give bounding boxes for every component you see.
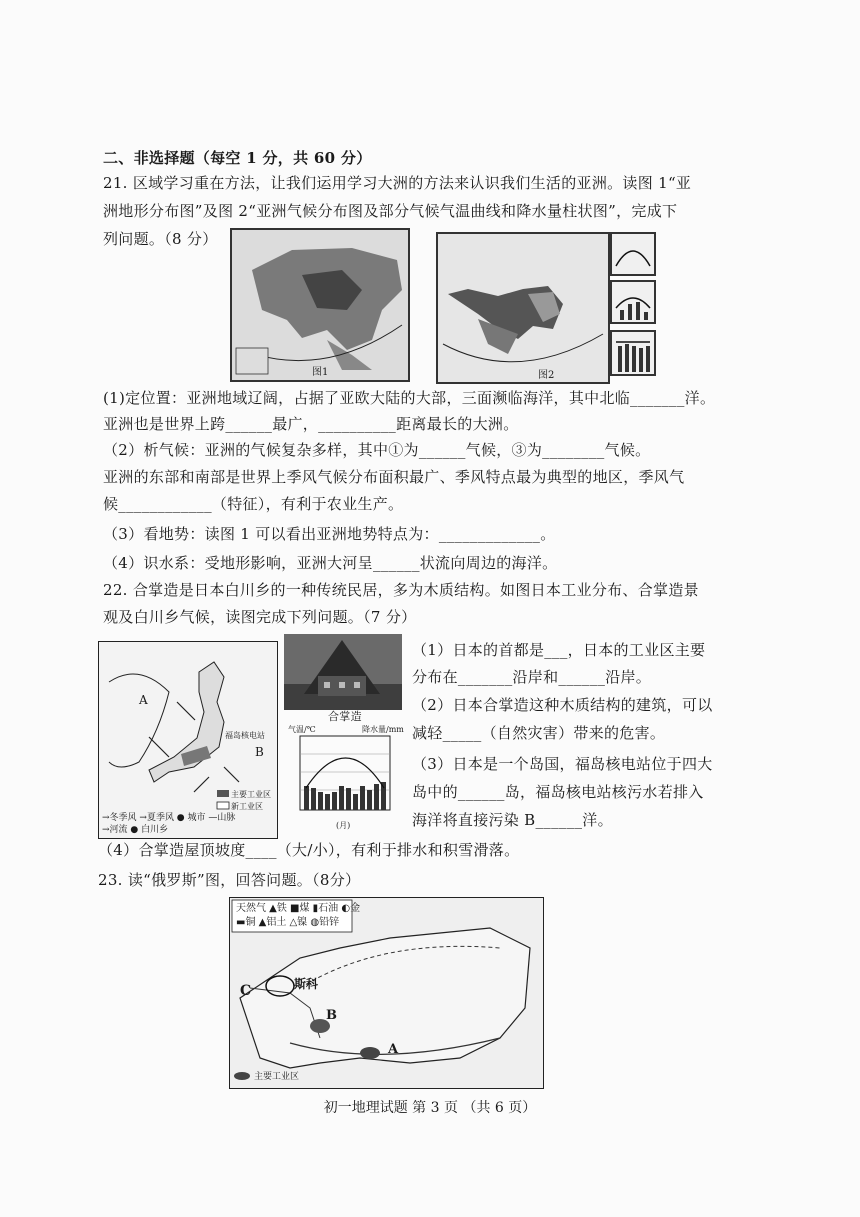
- russia-legend-row2: ▬铜 ▲铝土 △镍 ◍铅锌: [236, 917, 340, 928]
- russia-legend-industry: 主要工业区: [254, 1072, 300, 1082]
- fig1-label: 图1: [312, 367, 329, 378]
- climate-xlabel: (月): [336, 821, 351, 830]
- q21-part2-line3: 候____________（特征），有利于农业生产。: [103, 495, 404, 513]
- q22-part4: （4）合掌造屋顶坡度____（大/小），有利于排水和积雪滑落。: [98, 841, 520, 859]
- russia-label-a: A: [388, 1042, 399, 1057]
- japan-industry-map: [98, 641, 278, 839]
- q21-part1-line2: 亚洲也是世界上跨______最广，__________距离最长的大洲。: [103, 415, 519, 433]
- q21-part1-line1: (1)定位置：亚洲地域辽阔，占据了亚欧大陆的大部，三面濒临海洋，其中北临_______洋。: [103, 389, 716, 407]
- q22-part3-line1: （3）日本是一个岛国，福岛核电站位于四大: [412, 755, 713, 773]
- q23-stem: 23. 读“俄罗斯”图，回答问题。（8分）: [98, 871, 361, 889]
- q21-stem-line3: 列问题。（8 分）: [103, 230, 218, 248]
- q21-part2-line2: 亚洲的东部和南部是世界上季风气候分布面积最广、季风特点最为典型的地区，季风气: [103, 468, 685, 486]
- asia-climate-map: [436, 232, 610, 384]
- q22-part1-line2: 分布在_______沿岸和______沿岸。: [412, 668, 652, 686]
- climate-ylabel-right: 降水量/mm: [362, 725, 404, 734]
- climate-chart-2: [610, 280, 656, 324]
- climate-chart-3: [610, 330, 656, 376]
- japan-label-a: A: [139, 693, 148, 707]
- q21-part3: （3）看地势：读图 1 可以看出亚洲地势特点为：_____________。: [103, 525, 556, 543]
- russia-label-moscow: 斯科: [294, 977, 319, 991]
- q22-stem-line1: 22. 合掌造是日本白川乡的一种传统民居，多为木质结构。如图日本工业分布、合掌造景: [103, 581, 699, 599]
- asia-climate-map-graphic: [438, 234, 608, 382]
- russia-label-b: B: [326, 1008, 337, 1023]
- climate-chart-1: [610, 232, 656, 276]
- japan-label-b: B: [255, 745, 264, 759]
- q21-stem-line2: 洲地形分布图”及图 2“亚洲气候分布图及部分气候气温曲线和降水量柱状图”，完成下: [103, 202, 678, 220]
- russia-legend-row1: 天然气 ▲铁 ■煤 ▮石油 ◐金: [236, 903, 361, 914]
- q22-part3-line3: 海洋将直接污染 B______洋。: [412, 811, 613, 829]
- q22-part1-line1: （1）日本的首都是___，日本的工业区主要: [412, 641, 706, 659]
- q22-part3-line2: 岛中的______岛，福岛核电站核污水若排入: [412, 783, 704, 801]
- fig2-label: 图2: [538, 370, 555, 381]
- page-footer: 初一地理试题 第 3 页 （共 6 页）: [323, 1100, 537, 1116]
- q22-stem-line2: 观及白川乡气候，读图完成下列问题。（7 分）: [103, 608, 417, 626]
- gassho-photo-caption: 合掌造: [328, 710, 362, 723]
- asia-terrain-map: [230, 228, 410, 382]
- japan-legend-new-industry: 新工业区: [231, 802, 263, 811]
- japan-label-fukushima: 福岛核电站: [225, 731, 265, 740]
- q22-part2-line2: 减轻_____（自然灾害）带来的危害。: [412, 724, 666, 742]
- q22-part2-line1: （2）日本合掌造这种木质结构的建筑，可以: [412, 696, 713, 714]
- japan-legend-row2: →河流 ● 白川乡: [102, 825, 169, 835]
- climate-chart-graphic: [288, 734, 406, 818]
- russia-map: [229, 897, 544, 1089]
- q21-stem-line1: 21. 区域学习重在方法，让我们运用学习大洲的方法来认识我们生活的亚洲。读图 1“亚: [103, 174, 692, 192]
- q21-part4: （4）识水系：受地形影响，亚洲大河呈______状流向周边的海洋。: [103, 554, 558, 572]
- gassho-photo: [284, 634, 402, 710]
- japan-legend-main-industry: 主要工业区: [231, 790, 271, 799]
- q21-part2-line1: （2）析气候：亚洲的气候复杂多样，其中①为______气候，③为________气候。: [103, 441, 651, 459]
- section-title: 二、非选择题（每空 1 分，共 60 分）: [103, 149, 372, 167]
- climate-ylabel-left: 气温/℃: [288, 725, 316, 734]
- asia-terrain-map-graphic: [232, 230, 408, 380]
- russia-label-c: C: [240, 983, 252, 999]
- japan-legend-row1: →冬季风 →夏季风 ● 城市 —山脉: [102, 813, 236, 823]
- shirakawa-climate-chart: [288, 724, 406, 830]
